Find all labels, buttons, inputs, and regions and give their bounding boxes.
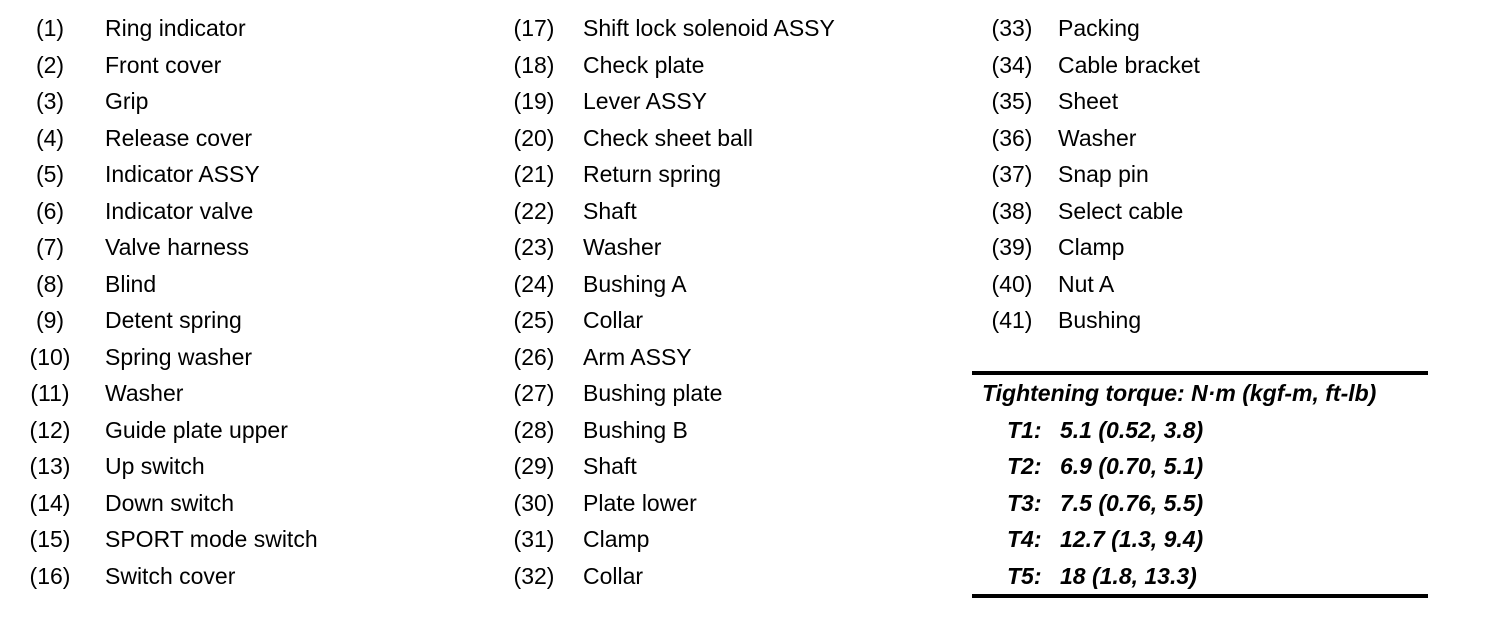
part-row bbox=[20, 10, 318, 47]
part-number: (24) bbox=[513, 270, 555, 297]
torque-row bbox=[972, 448, 1428, 485]
part-label: Shaft bbox=[583, 197, 637, 224]
part-number: (14) bbox=[29, 489, 71, 516]
part-row bbox=[20, 83, 318, 120]
part-label: Bushing B bbox=[583, 416, 688, 443]
part-row bbox=[504, 339, 835, 376]
part-row bbox=[20, 229, 318, 266]
part-number: (41) bbox=[991, 307, 1033, 333]
part-number: (1) bbox=[35, 15, 65, 41]
torque-title: Tightening torque: N·m (kgf-m, ft-lb) bbox=[982, 380, 1377, 406]
part-row bbox=[982, 193, 1200, 230]
part-label: Bushing bbox=[1058, 307, 1142, 333]
part-number: (18) bbox=[513, 51, 555, 78]
torque-value: 5.1 (0.52, 3.8) bbox=[1060, 416, 1204, 443]
part-number: (21) bbox=[513, 161, 555, 187]
part-row bbox=[504, 448, 835, 485]
part-label: Indicator ASSY bbox=[105, 161, 260, 187]
part-label: Detent spring bbox=[105, 307, 242, 333]
part-label: Front cover bbox=[105, 51, 222, 78]
part-label: Bushing A bbox=[583, 270, 687, 297]
torque-label: T1: bbox=[1007, 416, 1042, 443]
torque-rows bbox=[972, 412, 1428, 595]
part-number: (25) bbox=[513, 307, 555, 333]
part-row bbox=[982, 229, 1200, 266]
part-label: Washer bbox=[1058, 124, 1137, 151]
part-label: SPORT mode switch bbox=[105, 526, 318, 552]
part-number: (4) bbox=[35, 124, 65, 151]
part-number: (13) bbox=[29, 453, 71, 479]
part-row bbox=[20, 47, 318, 84]
torque-row bbox=[972, 412, 1428, 449]
torque-row bbox=[972, 521, 1428, 558]
part-label: Cable bracket bbox=[1058, 51, 1200, 78]
part-number: (9) bbox=[35, 307, 65, 333]
part-row bbox=[504, 193, 835, 230]
part-row bbox=[20, 521, 318, 558]
part-row bbox=[982, 302, 1200, 339]
part-row bbox=[504, 558, 835, 595]
part-row bbox=[982, 120, 1200, 157]
part-row bbox=[504, 302, 835, 339]
part-label: Ring indicator bbox=[105, 15, 246, 41]
part-number: (29) bbox=[513, 453, 555, 479]
part-number: (31) bbox=[513, 526, 555, 552]
part-label: Packing bbox=[1058, 15, 1140, 41]
part-number: (2) bbox=[35, 51, 65, 78]
part-row bbox=[504, 156, 835, 193]
part-number: (19) bbox=[513, 88, 555, 114]
part-label: Washer bbox=[583, 234, 662, 260]
part-row bbox=[504, 83, 835, 120]
part-number: (26) bbox=[513, 343, 555, 370]
part-label: Sheet bbox=[1058, 88, 1119, 114]
part-label: Grip bbox=[105, 88, 149, 114]
part-row bbox=[20, 266, 318, 303]
torque-label: T4: bbox=[1007, 526, 1042, 552]
parts-column-1 bbox=[20, 10, 318, 594]
part-row bbox=[20, 193, 318, 230]
part-number: (39) bbox=[991, 234, 1033, 260]
part-label: Washer bbox=[105, 380, 184, 406]
part-number: (35) bbox=[991, 88, 1033, 114]
part-row bbox=[504, 485, 835, 522]
part-row bbox=[20, 485, 318, 522]
torque-value: 6.9 (0.70, 5.1) bbox=[1060, 453, 1204, 479]
torque-row bbox=[972, 485, 1428, 522]
part-label: Shift lock solenoid ASSY bbox=[583, 15, 835, 41]
part-number: (36) bbox=[991, 124, 1033, 151]
parts-column-3 bbox=[982, 10, 1200, 339]
part-number: (34) bbox=[991, 51, 1033, 78]
part-number: (17) bbox=[513, 15, 555, 41]
part-row bbox=[504, 521, 835, 558]
part-number: (40) bbox=[991, 270, 1033, 297]
part-row bbox=[20, 375, 318, 412]
torque-row bbox=[972, 558, 1428, 595]
part-number: (33) bbox=[991, 15, 1033, 41]
part-row bbox=[20, 156, 318, 193]
part-label: Shaft bbox=[583, 453, 637, 479]
part-label: Clamp bbox=[583, 526, 650, 552]
part-number: (12) bbox=[29, 416, 71, 443]
torque-label: T5: bbox=[1007, 562, 1042, 589]
part-row bbox=[20, 120, 318, 157]
part-label: Up switch bbox=[105, 453, 205, 479]
part-row bbox=[20, 558, 318, 595]
part-label: Check sheet ball bbox=[583, 124, 754, 151]
part-number: (8) bbox=[35, 270, 65, 297]
part-number: (6) bbox=[35, 197, 65, 224]
part-number: (3) bbox=[35, 88, 65, 114]
torque-value: 7.5 (0.76, 5.5) bbox=[1060, 489, 1204, 516]
part-label: Down switch bbox=[105, 489, 235, 516]
part-label: Plate lower bbox=[583, 489, 697, 516]
torque-label: T2: bbox=[1007, 453, 1042, 479]
part-label: Release cover bbox=[105, 124, 253, 151]
part-label: Check plate bbox=[583, 51, 705, 78]
part-row bbox=[20, 339, 318, 376]
part-row bbox=[982, 83, 1200, 120]
part-label: Spring washer bbox=[105, 343, 253, 370]
torque-table bbox=[972, 371, 1428, 598]
part-row bbox=[20, 412, 318, 449]
part-number: (30) bbox=[513, 489, 555, 516]
part-label: Switch cover bbox=[105, 562, 236, 589]
part-row bbox=[504, 229, 835, 266]
torque-value: 12.7 (1.3, 9.4) bbox=[1060, 526, 1204, 552]
part-row bbox=[504, 120, 835, 157]
part-label: Clamp bbox=[1058, 234, 1125, 260]
part-label: Collar bbox=[583, 307, 644, 333]
part-number: (7) bbox=[35, 234, 65, 260]
part-label: Select cable bbox=[1058, 197, 1184, 224]
part-label: Lever ASSY bbox=[583, 88, 708, 114]
part-label: Blind bbox=[105, 270, 157, 297]
part-row bbox=[504, 375, 835, 412]
part-row bbox=[504, 266, 835, 303]
part-row bbox=[504, 412, 835, 449]
part-row bbox=[504, 47, 835, 84]
part-row bbox=[20, 448, 318, 485]
part-label: Nut A bbox=[1058, 270, 1115, 297]
part-label: Guide plate upper bbox=[105, 416, 288, 443]
part-number: (10) bbox=[29, 343, 71, 370]
torque-value: 18 (1.8, 13.3) bbox=[1060, 562, 1197, 589]
part-number: (16) bbox=[29, 562, 71, 589]
part-number: (38) bbox=[991, 197, 1033, 224]
parts-column-2 bbox=[504, 10, 835, 594]
part-number: (15) bbox=[29, 526, 71, 552]
part-label: Return spring bbox=[583, 161, 722, 187]
part-row bbox=[982, 266, 1200, 303]
part-row bbox=[982, 156, 1200, 193]
part-label: Snap pin bbox=[1058, 161, 1149, 187]
part-number: (20) bbox=[513, 124, 555, 151]
part-number: (37) bbox=[991, 161, 1033, 187]
part-number: (32) bbox=[513, 562, 555, 589]
part-number: (11) bbox=[30, 380, 70, 406]
part-row bbox=[504, 10, 835, 47]
part-row bbox=[20, 302, 318, 339]
part-number: (28) bbox=[513, 416, 555, 443]
part-number: (22) bbox=[513, 197, 555, 224]
part-label: Valve harness bbox=[105, 234, 250, 260]
part-number: (5) bbox=[35, 161, 65, 187]
part-number: (23) bbox=[513, 234, 555, 260]
part-label: Collar bbox=[583, 562, 644, 589]
part-row bbox=[982, 10, 1200, 47]
part-label: Indicator valve bbox=[105, 197, 254, 224]
part-label: Bushing plate bbox=[583, 380, 723, 406]
part-number: (27) bbox=[513, 380, 555, 406]
part-label: Arm ASSY bbox=[583, 343, 692, 370]
torque-label: T3: bbox=[1007, 489, 1042, 516]
part-row bbox=[982, 47, 1200, 84]
